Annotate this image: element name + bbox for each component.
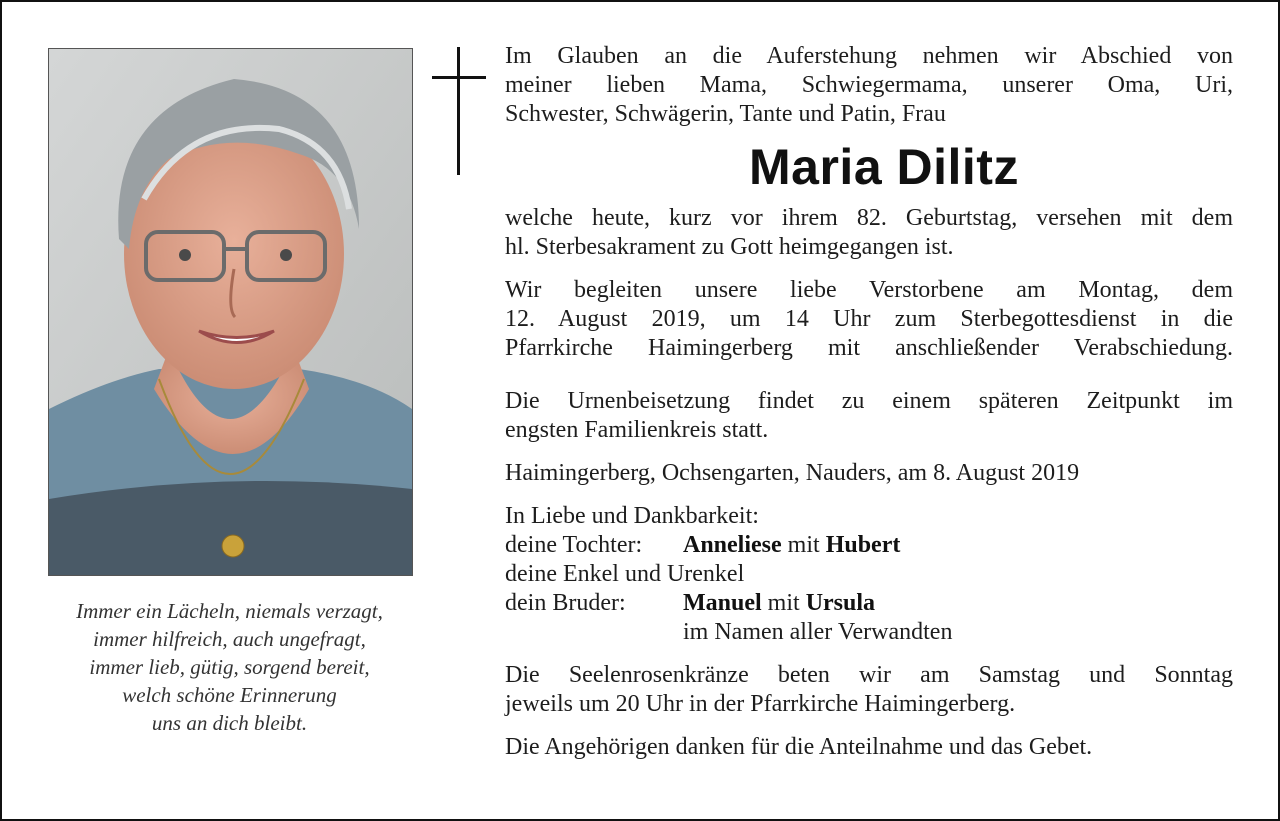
- poem-line: welch schöne Erinnerung: [122, 683, 337, 707]
- intro-line: Schwester, Schwägerin, Tante und Patin, Frau: [505, 101, 946, 127]
- memorial-poem: [42, 597, 417, 737]
- passing-line: welche heute, kurz vor ihrem 82. Geburtstag, versehen mit dem: [505, 205, 1233, 231]
- urn-line: Die Urnenbeisetzung findet zu einem späteren Zeitpunkt im: [505, 388, 1233, 414]
- passing-line: hl. Sterbesakrament zu Gott heimgegangen ist.: [505, 234, 954, 260]
- passing-paragraph: [505, 204, 1233, 262]
- funeral-line: Pfarrkirche Haimingerberg mit anschließender Verabschiedung.: [505, 335, 1233, 361]
- portrait-photo: [48, 48, 413, 576]
- urn-line: engsten Familienkreis statt.: [505, 417, 769, 443]
- intro-line: Im Glauben an die Auferstehung nehmen wir Abschied von: [505, 43, 1233, 69]
- urn-paragraph: [505, 387, 1233, 445]
- relative-name: Anneliese: [683, 532, 782, 558]
- rosary-line: Die Seelenrosenkränze beten wir am Samstag und Sonntag: [505, 662, 1233, 688]
- cross-icon: [432, 47, 486, 177]
- relative-label: deine Tochter:: [505, 532, 643, 558]
- connector: mit: [787, 532, 820, 558]
- funeral-line: Wir begleiten unsere liebe Verstorbene am Montag, dem: [505, 277, 1233, 303]
- relative-name: Hubert: [825, 532, 901, 558]
- relative-label: dein Bruder:: [505, 590, 626, 616]
- poem-line: immer lieb, gütig, sorgend bereit,: [89, 655, 370, 679]
- relative-name: Ursula: [805, 590, 876, 616]
- funeral-line: 12. August 2019, um 14 Uhr zum Sterbegottesdienst in die: [505, 306, 1233, 332]
- relative-row-brother: [505, 589, 1233, 618]
- rosary-paragraph: [505, 661, 1233, 719]
- connector: mit: [767, 590, 800, 616]
- relative-row-others: [505, 618, 1233, 647]
- relative-names: [683, 589, 875, 618]
- relative-row-daughter: [505, 531, 1233, 560]
- love-line: In Liebe und Dankbarkeit:: [505, 503, 759, 529]
- relative-name: Manuel: [683, 590, 762, 616]
- relative-row-grandchildren: deine Enkel und Urenkel: [505, 561, 745, 587]
- relatives-line: im Namen aller Verwandten: [683, 619, 953, 645]
- poem-line: uns an dich bleibt.: [151, 711, 308, 735]
- deceased-name: Maria Dilitz: [749, 139, 1019, 195]
- intro-paragraph: [505, 42, 1233, 129]
- intro-line: meiner lieben Mama, Schwiegermama, unserer Oma, Uri,: [505, 72, 1233, 98]
- place-date: Haimingerberg, Ochsengarten, Nauders, am 8. August 2019: [505, 460, 1080, 486]
- poem-line: immer hilfreich, auch ungefragt,: [93, 627, 366, 651]
- rosary-line: jeweils um 20 Uhr in der Pfarrkirche Haimingerberg.: [505, 691, 1016, 717]
- funeral-paragraph: [505, 276, 1233, 363]
- thanks-line: Die Angehörigen danken für die Anteilnahme und das Gebet.: [505, 734, 1093, 760]
- poem-line: Immer ein Lächeln, niemals verzagt,: [76, 599, 383, 623]
- relative-names: [683, 531, 900, 560]
- obituary-text: [505, 42, 1233, 762]
